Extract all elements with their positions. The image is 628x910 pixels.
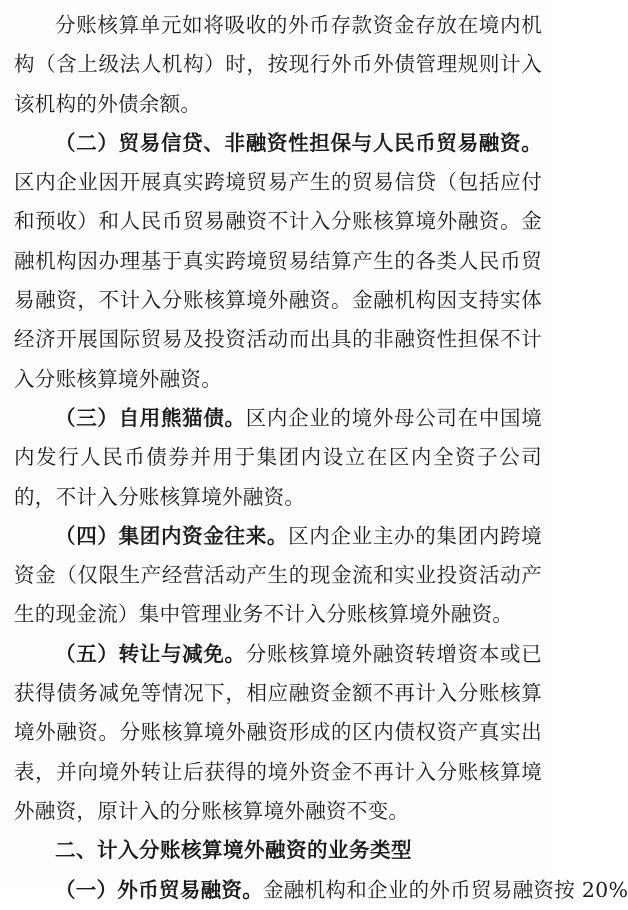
paragraph-text: 分账核算单元如将吸收的外币存款资金存放在境内机构（含上级法人机构）时，按现行外币外债管理规则计入该机构的外债余额。 — [14, 13, 542, 116]
paragraph-lead: （二）贸易信贷、非融资性担保与人民币贸易融资。 — [55, 130, 542, 155]
paragraph-lead: （四）集团内资金往来。 — [55, 523, 289, 548]
paragraph-lead: （五）转让与减免。 — [55, 641, 246, 666]
paragraph-lead: （一）外币贸易融资。 — [55, 877, 263, 902]
paragraph-text: 区内企业因开展真实跨境贸易产生的贸易信贷（包括应付和预收）和人民币贸易融资不计入分账核算境外融资。金融机构因办理基于真实跨境贸易结算产生的各类人民币贸易融资，不计入分账核算境外融资。金融机构因支持实体经济开展国际贸易及投资活动而出具的非融资性担保不计入分账核算境外融资。 — [14, 170, 542, 391]
paragraph-intra-group-funds — [14, 517, 542, 635]
paragraph-text: 分账核算境外融资转增资本或已获得债务减免等情况下，相应融资金额不再计入分账核算境外融资。分账核算境外融资形成的区内债权资产真实出表，并向境外转让后获得的境外资金不再计入分账核算境外融资，原计入的分账核算境外融资不变。 — [14, 641, 542, 823]
paragraph-trade-credit — [14, 124, 542, 399]
paragraph-text: 区内企业的境外母公司在中国境内发行人民币债券并用于集团内设立在区内全资子公司的，不计入分账核算境外融资。 — [14, 405, 542, 509]
paragraph-foreign-deposit-rule — [14, 6, 542, 124]
document-body — [14, 6, 628, 910]
paragraph-transfer-waiver — [14, 635, 542, 831]
paragraph-text: 区内企业主办的集团内跨境资金（仅限生产经营活动产生的现金流和实业投资活动产生的现金流）集中管理业务不计入分账核算境外融资。 — [14, 523, 542, 627]
paragraph-panda-bond — [14, 399, 542, 517]
paragraph-lead: （三）自用熊猫债。 — [55, 405, 246, 430]
paragraph-foreign-trade-finance — [14, 871, 628, 910]
paragraph-text: 金融机构和企业的外币贸易融资按 20% — [263, 877, 628, 902]
section-heading: 二、计入分账核算境外融资的业务类型 — [55, 838, 412, 863]
